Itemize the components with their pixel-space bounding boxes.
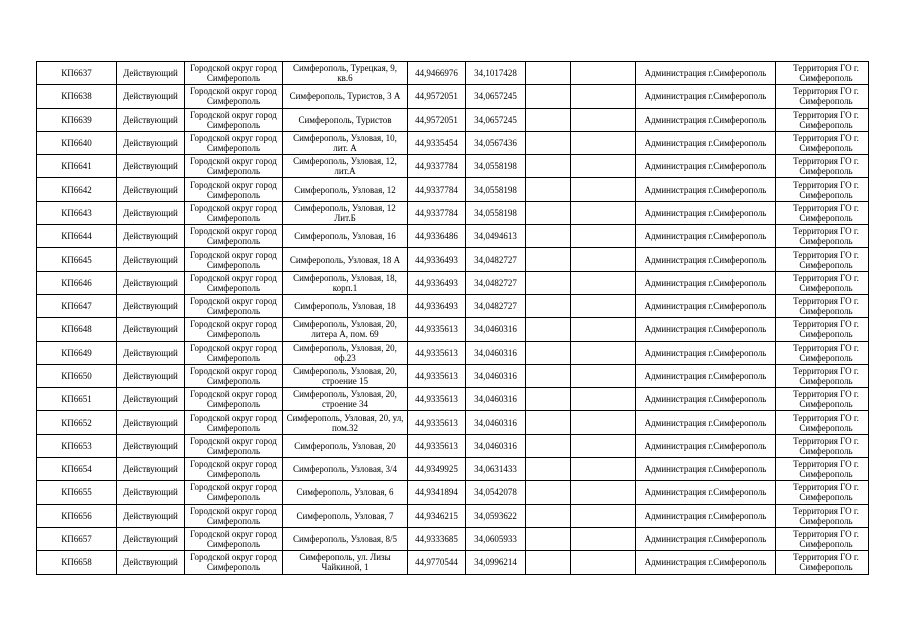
district-cell: Городской округ город Симферополь bbox=[185, 294, 283, 317]
table-row bbox=[37, 155, 869, 178]
address-cell: Симферополь, Узловая, 18 А bbox=[283, 248, 408, 271]
district-cell: Городской округ город Симферополь bbox=[185, 178, 283, 201]
address-cell: Симферополь, Узловая, 7 bbox=[283, 504, 408, 527]
longitude-cell: 34,0996214 bbox=[466, 551, 526, 574]
owner-cell: Администрация г.Симферополь bbox=[636, 551, 776, 574]
status-cell: Действующий bbox=[117, 178, 185, 201]
owner-cell: Администрация г.Симферополь bbox=[636, 178, 776, 201]
longitude-cell: 34,0460316 bbox=[466, 364, 526, 387]
territory-cell: Территория ГО г. Симферополь bbox=[776, 225, 869, 248]
latitude-cell: 44,9346215 bbox=[408, 504, 466, 527]
status-cell: Действующий bbox=[117, 225, 185, 248]
owner-cell: Администрация г.Симферополь bbox=[636, 411, 776, 434]
empty-cell bbox=[526, 434, 571, 457]
address-cell: Симферополь, Узловая, 10, лит. А bbox=[283, 131, 408, 154]
territory-cell: Территория ГО г. Симферополь bbox=[776, 364, 869, 387]
table-row bbox=[37, 225, 869, 248]
longitude-cell: 34,0605933 bbox=[466, 527, 526, 550]
latitude-cell: 44,9335454 bbox=[408, 131, 466, 154]
record-id-cell: КП6657 bbox=[37, 527, 117, 550]
status-cell: Действующий bbox=[117, 108, 185, 131]
table-body bbox=[37, 62, 869, 575]
empty-cell bbox=[571, 85, 636, 108]
latitude-cell: 44,9572051 bbox=[408, 108, 466, 131]
table-row bbox=[37, 527, 869, 550]
latitude-cell: 44,9333685 bbox=[408, 527, 466, 550]
table-row bbox=[37, 341, 869, 364]
district-cell: Городской округ город Симферополь bbox=[185, 481, 283, 504]
empty-cell bbox=[571, 504, 636, 527]
owner-cell: Администрация г.Симферополь bbox=[636, 318, 776, 341]
status-cell: Действующий bbox=[117, 527, 185, 550]
record-id-cell: КП6658 bbox=[37, 551, 117, 574]
district-cell: Городской округ город Симферополь bbox=[185, 225, 283, 248]
empty-cell bbox=[526, 225, 571, 248]
empty-cell bbox=[571, 225, 636, 248]
empty-cell bbox=[526, 527, 571, 550]
empty-cell bbox=[571, 527, 636, 550]
record-id-cell: КП6654 bbox=[37, 458, 117, 481]
empty-cell bbox=[571, 271, 636, 294]
district-cell: Городской округ город Симферополь bbox=[185, 131, 283, 154]
territory-cell: Территория ГО г. Симферополь bbox=[776, 294, 869, 317]
district-cell: Городской округ город Симферополь bbox=[185, 271, 283, 294]
district-cell: Городской округ город Симферополь bbox=[185, 364, 283, 387]
address-cell: Симферополь, ул. Лизы Чайкиной, 1 bbox=[283, 551, 408, 574]
record-id-cell: КП6641 bbox=[37, 155, 117, 178]
record-id-cell: КП6638 bbox=[37, 85, 117, 108]
empty-cell bbox=[526, 388, 571, 411]
empty-cell bbox=[526, 364, 571, 387]
owner-cell: Администрация г.Симферополь bbox=[636, 434, 776, 457]
latitude-cell: 44,9336493 bbox=[408, 248, 466, 271]
empty-cell bbox=[526, 178, 571, 201]
owner-cell: Администрация г.Симферополь bbox=[636, 341, 776, 364]
empty-cell bbox=[571, 108, 636, 131]
territory-cell: Территория ГО г. Симферополь bbox=[776, 178, 869, 201]
empty-cell bbox=[526, 481, 571, 504]
longitude-cell: 34,0593622 bbox=[466, 504, 526, 527]
empty-cell bbox=[571, 155, 636, 178]
territory-cell: Территория ГО г. Симферополь bbox=[776, 341, 869, 364]
longitude-cell: 34,0657245 bbox=[466, 108, 526, 131]
address-cell: Симферополь, Туристов bbox=[283, 108, 408, 131]
longitude-cell: 34,0482727 bbox=[466, 271, 526, 294]
territory-cell: Территория ГО г. Симферополь bbox=[776, 388, 869, 411]
record-id-cell: КП6637 bbox=[37, 62, 117, 85]
owner-cell: Администрация г.Симферополь bbox=[636, 504, 776, 527]
record-id-cell: КП6639 bbox=[37, 108, 117, 131]
territory-cell: Территория ГО г. Симферополь bbox=[776, 271, 869, 294]
empty-cell bbox=[526, 108, 571, 131]
empty-cell bbox=[526, 85, 571, 108]
empty-cell bbox=[571, 458, 636, 481]
territory-cell: Территория ГО г. Симферополь bbox=[776, 318, 869, 341]
territory-cell: Территория ГО г. Симферополь bbox=[776, 551, 869, 574]
address-cell: Симферополь, Узловая, 12 bbox=[283, 178, 408, 201]
longitude-cell: 34,0657245 bbox=[466, 85, 526, 108]
table-row bbox=[37, 108, 869, 131]
latitude-cell: 44,9335613 bbox=[408, 411, 466, 434]
empty-cell bbox=[571, 411, 636, 434]
table-row bbox=[37, 388, 869, 411]
district-cell: Городской округ город Симферополь bbox=[185, 85, 283, 108]
district-cell: Городской округ город Симферополь bbox=[185, 108, 283, 131]
longitude-cell: 34,0482727 bbox=[466, 248, 526, 271]
address-cell: Симферополь, Узловая, 20, ул, пом.32 bbox=[283, 411, 408, 434]
longitude-cell: 34,0542078 bbox=[466, 481, 526, 504]
territory-cell: Территория ГО г. Симферополь bbox=[776, 155, 869, 178]
status-cell: Действующий bbox=[117, 271, 185, 294]
record-id-cell: КП6644 bbox=[37, 225, 117, 248]
territory-cell: Территория ГО г. Симферополь bbox=[776, 411, 869, 434]
status-cell: Действующий bbox=[117, 62, 185, 85]
owner-cell: Администрация г.Симферополь bbox=[636, 155, 776, 178]
district-cell: Городской округ город Симферополь bbox=[185, 62, 283, 85]
longitude-cell: 34,0558198 bbox=[466, 178, 526, 201]
owner-cell: Администрация г.Симферополь bbox=[636, 481, 776, 504]
empty-cell bbox=[571, 388, 636, 411]
owner-cell: Администрация г.Симферополь bbox=[636, 225, 776, 248]
empty-cell bbox=[571, 434, 636, 457]
district-cell: Городской округ город Симферополь bbox=[185, 341, 283, 364]
table-row bbox=[37, 131, 869, 154]
latitude-cell: 44,9337784 bbox=[408, 178, 466, 201]
empty-cell bbox=[526, 551, 571, 574]
table-row bbox=[37, 178, 869, 201]
owner-cell: Администрация г.Симферополь bbox=[636, 201, 776, 224]
empty-cell bbox=[571, 178, 636, 201]
empty-cell bbox=[571, 131, 636, 154]
longitude-cell: 34,0558198 bbox=[466, 201, 526, 224]
owner-cell: Администрация г.Симферополь bbox=[636, 108, 776, 131]
table-row bbox=[37, 411, 869, 434]
empty-cell bbox=[526, 271, 571, 294]
district-cell: Городской округ город Симферополь bbox=[185, 458, 283, 481]
status-cell: Действующий bbox=[117, 155, 185, 178]
status-cell: Действующий bbox=[117, 551, 185, 574]
longitude-cell: 34,0460316 bbox=[466, 434, 526, 457]
table-row bbox=[37, 481, 869, 504]
status-cell: Действующий bbox=[117, 318, 185, 341]
table-row bbox=[37, 318, 869, 341]
address-cell: Симферополь, Узловая, 20 bbox=[283, 434, 408, 457]
district-cell: Городской округ город Симферополь bbox=[185, 504, 283, 527]
latitude-cell: 44,9341894 bbox=[408, 481, 466, 504]
table-row bbox=[37, 551, 869, 574]
territory-cell: Территория ГО г. Симферополь bbox=[776, 62, 869, 85]
status-cell: Действующий bbox=[117, 364, 185, 387]
address-cell: Симферополь, Узловая, 16 bbox=[283, 225, 408, 248]
address-cell: Симферополь, Узловая, 12 Лит.Б bbox=[283, 201, 408, 224]
empty-cell bbox=[571, 248, 636, 271]
record-id-cell: КП6653 bbox=[37, 434, 117, 457]
record-id-cell: КП6656 bbox=[37, 504, 117, 527]
record-id-cell: КП6651 bbox=[37, 388, 117, 411]
latitude-cell: 44,9770544 bbox=[408, 551, 466, 574]
territory-cell: Территория ГО г. Симферополь bbox=[776, 248, 869, 271]
status-cell: Действующий bbox=[117, 411, 185, 434]
district-cell: Городской округ город Симферополь bbox=[185, 248, 283, 271]
district-cell: Городской округ город Симферополь bbox=[185, 318, 283, 341]
district-cell: Городской округ город Симферополь bbox=[185, 155, 283, 178]
longitude-cell: 34,1017428 bbox=[466, 62, 526, 85]
longitude-cell: 34,0567436 bbox=[466, 131, 526, 154]
address-cell: Симферополь, Узловая, 6 bbox=[283, 481, 408, 504]
status-cell: Действующий bbox=[117, 131, 185, 154]
address-cell: Симферополь, Узловая, 12, лит.А bbox=[283, 155, 408, 178]
table-row bbox=[37, 62, 869, 85]
address-cell: Симферополь, Узловая, 3/4 bbox=[283, 458, 408, 481]
territory-cell: Территория ГО г. Симферополь bbox=[776, 458, 869, 481]
territory-cell: Территория ГО г. Симферополь bbox=[776, 481, 869, 504]
longitude-cell: 34,0460316 bbox=[466, 388, 526, 411]
record-id-cell: КП6652 bbox=[37, 411, 117, 434]
empty-cell bbox=[526, 341, 571, 364]
empty-cell bbox=[571, 201, 636, 224]
owner-cell: Администрация г.Симферополь bbox=[636, 85, 776, 108]
longitude-cell: 34,0494613 bbox=[466, 225, 526, 248]
empty-cell bbox=[526, 62, 571, 85]
table-row bbox=[37, 85, 869, 108]
owner-cell: Администрация г.Симферополь bbox=[636, 62, 776, 85]
latitude-cell: 44,9349925 bbox=[408, 458, 466, 481]
record-id-cell: КП6645 bbox=[37, 248, 117, 271]
territory-cell: Территория ГО г. Симферополь bbox=[776, 434, 869, 457]
owner-cell: Администрация г.Симферополь bbox=[636, 388, 776, 411]
status-cell: Действующий bbox=[117, 341, 185, 364]
status-cell: Действующий bbox=[117, 248, 185, 271]
status-cell: Действующий bbox=[117, 504, 185, 527]
record-id-cell: КП6643 bbox=[37, 201, 117, 224]
record-id-cell: КП6655 bbox=[37, 481, 117, 504]
address-cell: Симферополь, Узловая, 20, оф.23 bbox=[283, 341, 408, 364]
empty-cell bbox=[526, 131, 571, 154]
empty-cell bbox=[571, 294, 636, 317]
status-cell: Действующий bbox=[117, 201, 185, 224]
latitude-cell: 44,9335613 bbox=[408, 434, 466, 457]
empty-cell bbox=[571, 62, 636, 85]
empty-cell bbox=[526, 201, 571, 224]
owner-cell: Администрация г.Симферополь bbox=[636, 294, 776, 317]
status-cell: Действующий bbox=[117, 85, 185, 108]
longitude-cell: 34,0460316 bbox=[466, 341, 526, 364]
table-row bbox=[37, 294, 869, 317]
table-row bbox=[37, 458, 869, 481]
empty-cell bbox=[571, 481, 636, 504]
registry-table bbox=[36, 61, 869, 575]
district-cell: Городской округ город Симферополь bbox=[185, 551, 283, 574]
territory-cell: Территория ГО г. Симферополь bbox=[776, 504, 869, 527]
longitude-cell: 34,0460316 bbox=[466, 318, 526, 341]
address-cell: Симферополь, Узловая, 18 bbox=[283, 294, 408, 317]
record-id-cell: КП6642 bbox=[37, 178, 117, 201]
table-row bbox=[37, 504, 869, 527]
longitude-cell: 34,0631433 bbox=[466, 458, 526, 481]
status-cell: Действующий bbox=[117, 434, 185, 457]
empty-cell bbox=[526, 411, 571, 434]
empty-cell bbox=[571, 364, 636, 387]
owner-cell: Администрация г.Симферополь bbox=[636, 131, 776, 154]
longitude-cell: 34,0460316 bbox=[466, 411, 526, 434]
address-cell: Симферополь, Узловая, 20, строение 15 bbox=[283, 364, 408, 387]
latitude-cell: 44,9466976 bbox=[408, 62, 466, 85]
status-cell: Действующий bbox=[117, 481, 185, 504]
empty-cell bbox=[526, 504, 571, 527]
status-cell: Действующий bbox=[117, 388, 185, 411]
latitude-cell: 44,9572051 bbox=[408, 85, 466, 108]
empty-cell bbox=[526, 248, 571, 271]
district-cell: Городской округ город Симферополь bbox=[185, 434, 283, 457]
owner-cell: Администрация г.Симферополь bbox=[636, 458, 776, 481]
record-id-cell: КП6647 bbox=[37, 294, 117, 317]
empty-cell bbox=[526, 294, 571, 317]
address-cell: Симферополь, Турецкая, 9, кв.6 bbox=[283, 62, 408, 85]
territory-cell: Территория ГО г. Симферополь bbox=[776, 201, 869, 224]
longitude-cell: 34,0482727 bbox=[466, 294, 526, 317]
latitude-cell: 44,9335613 bbox=[408, 341, 466, 364]
empty-cell bbox=[571, 318, 636, 341]
territory-cell: Территория ГО г. Симферополь bbox=[776, 108, 869, 131]
latitude-cell: 44,9336486 bbox=[408, 225, 466, 248]
latitude-cell: 44,9337784 bbox=[408, 201, 466, 224]
owner-cell: Администрация г.Симферополь bbox=[636, 271, 776, 294]
table-row bbox=[37, 364, 869, 387]
status-cell: Действующий bbox=[117, 294, 185, 317]
latitude-cell: 44,9335613 bbox=[408, 364, 466, 387]
latitude-cell: 44,9335613 bbox=[408, 388, 466, 411]
district-cell: Городской округ город Симферополь bbox=[185, 388, 283, 411]
record-id-cell: КП6646 bbox=[37, 271, 117, 294]
record-id-cell: КП6640 bbox=[37, 131, 117, 154]
owner-cell: Администрация г.Симферополь bbox=[636, 527, 776, 550]
empty-cell bbox=[571, 341, 636, 364]
empty-cell bbox=[571, 551, 636, 574]
address-cell: Симферополь, Узловая, 18, корп.1 bbox=[283, 271, 408, 294]
district-cell: Городской округ город Симферополь bbox=[185, 527, 283, 550]
address-cell: Симферополь, Узловая, 20, литера А, пом. 69 bbox=[283, 318, 408, 341]
empty-cell bbox=[526, 318, 571, 341]
record-id-cell: КП6648 bbox=[37, 318, 117, 341]
territory-cell: Территория ГО г. Симферополь bbox=[776, 85, 869, 108]
address-cell: Симферополь, Туристов, 3 А bbox=[283, 85, 408, 108]
district-cell: Городской округ город Симферополь bbox=[185, 411, 283, 434]
territory-cell: Территория ГО г. Симферополь bbox=[776, 131, 869, 154]
table-row bbox=[37, 201, 869, 224]
address-cell: Симферополь, Узловая, 8/5 bbox=[283, 527, 408, 550]
record-id-cell: КП6650 bbox=[37, 364, 117, 387]
latitude-cell: 44,9337784 bbox=[408, 155, 466, 178]
latitude-cell: 44,9336493 bbox=[408, 271, 466, 294]
latitude-cell: 44,9335613 bbox=[408, 318, 466, 341]
table-row bbox=[37, 434, 869, 457]
table-row bbox=[37, 248, 869, 271]
owner-cell: Администрация г.Симферополь bbox=[636, 248, 776, 271]
territory-cell: Территория ГО г. Симферополь bbox=[776, 527, 869, 550]
empty-cell bbox=[526, 155, 571, 178]
table-row bbox=[37, 271, 869, 294]
longitude-cell: 34,0558198 bbox=[466, 155, 526, 178]
latitude-cell: 44,9336493 bbox=[408, 294, 466, 317]
status-cell: Действующий bbox=[117, 458, 185, 481]
address-cell: Симферополь, Узловая, 20, строение 34 bbox=[283, 388, 408, 411]
record-id-cell: КП6649 bbox=[37, 341, 117, 364]
district-cell: Городской округ город Симферополь bbox=[185, 201, 283, 224]
empty-cell bbox=[526, 458, 571, 481]
owner-cell: Администрация г.Симферополь bbox=[636, 364, 776, 387]
